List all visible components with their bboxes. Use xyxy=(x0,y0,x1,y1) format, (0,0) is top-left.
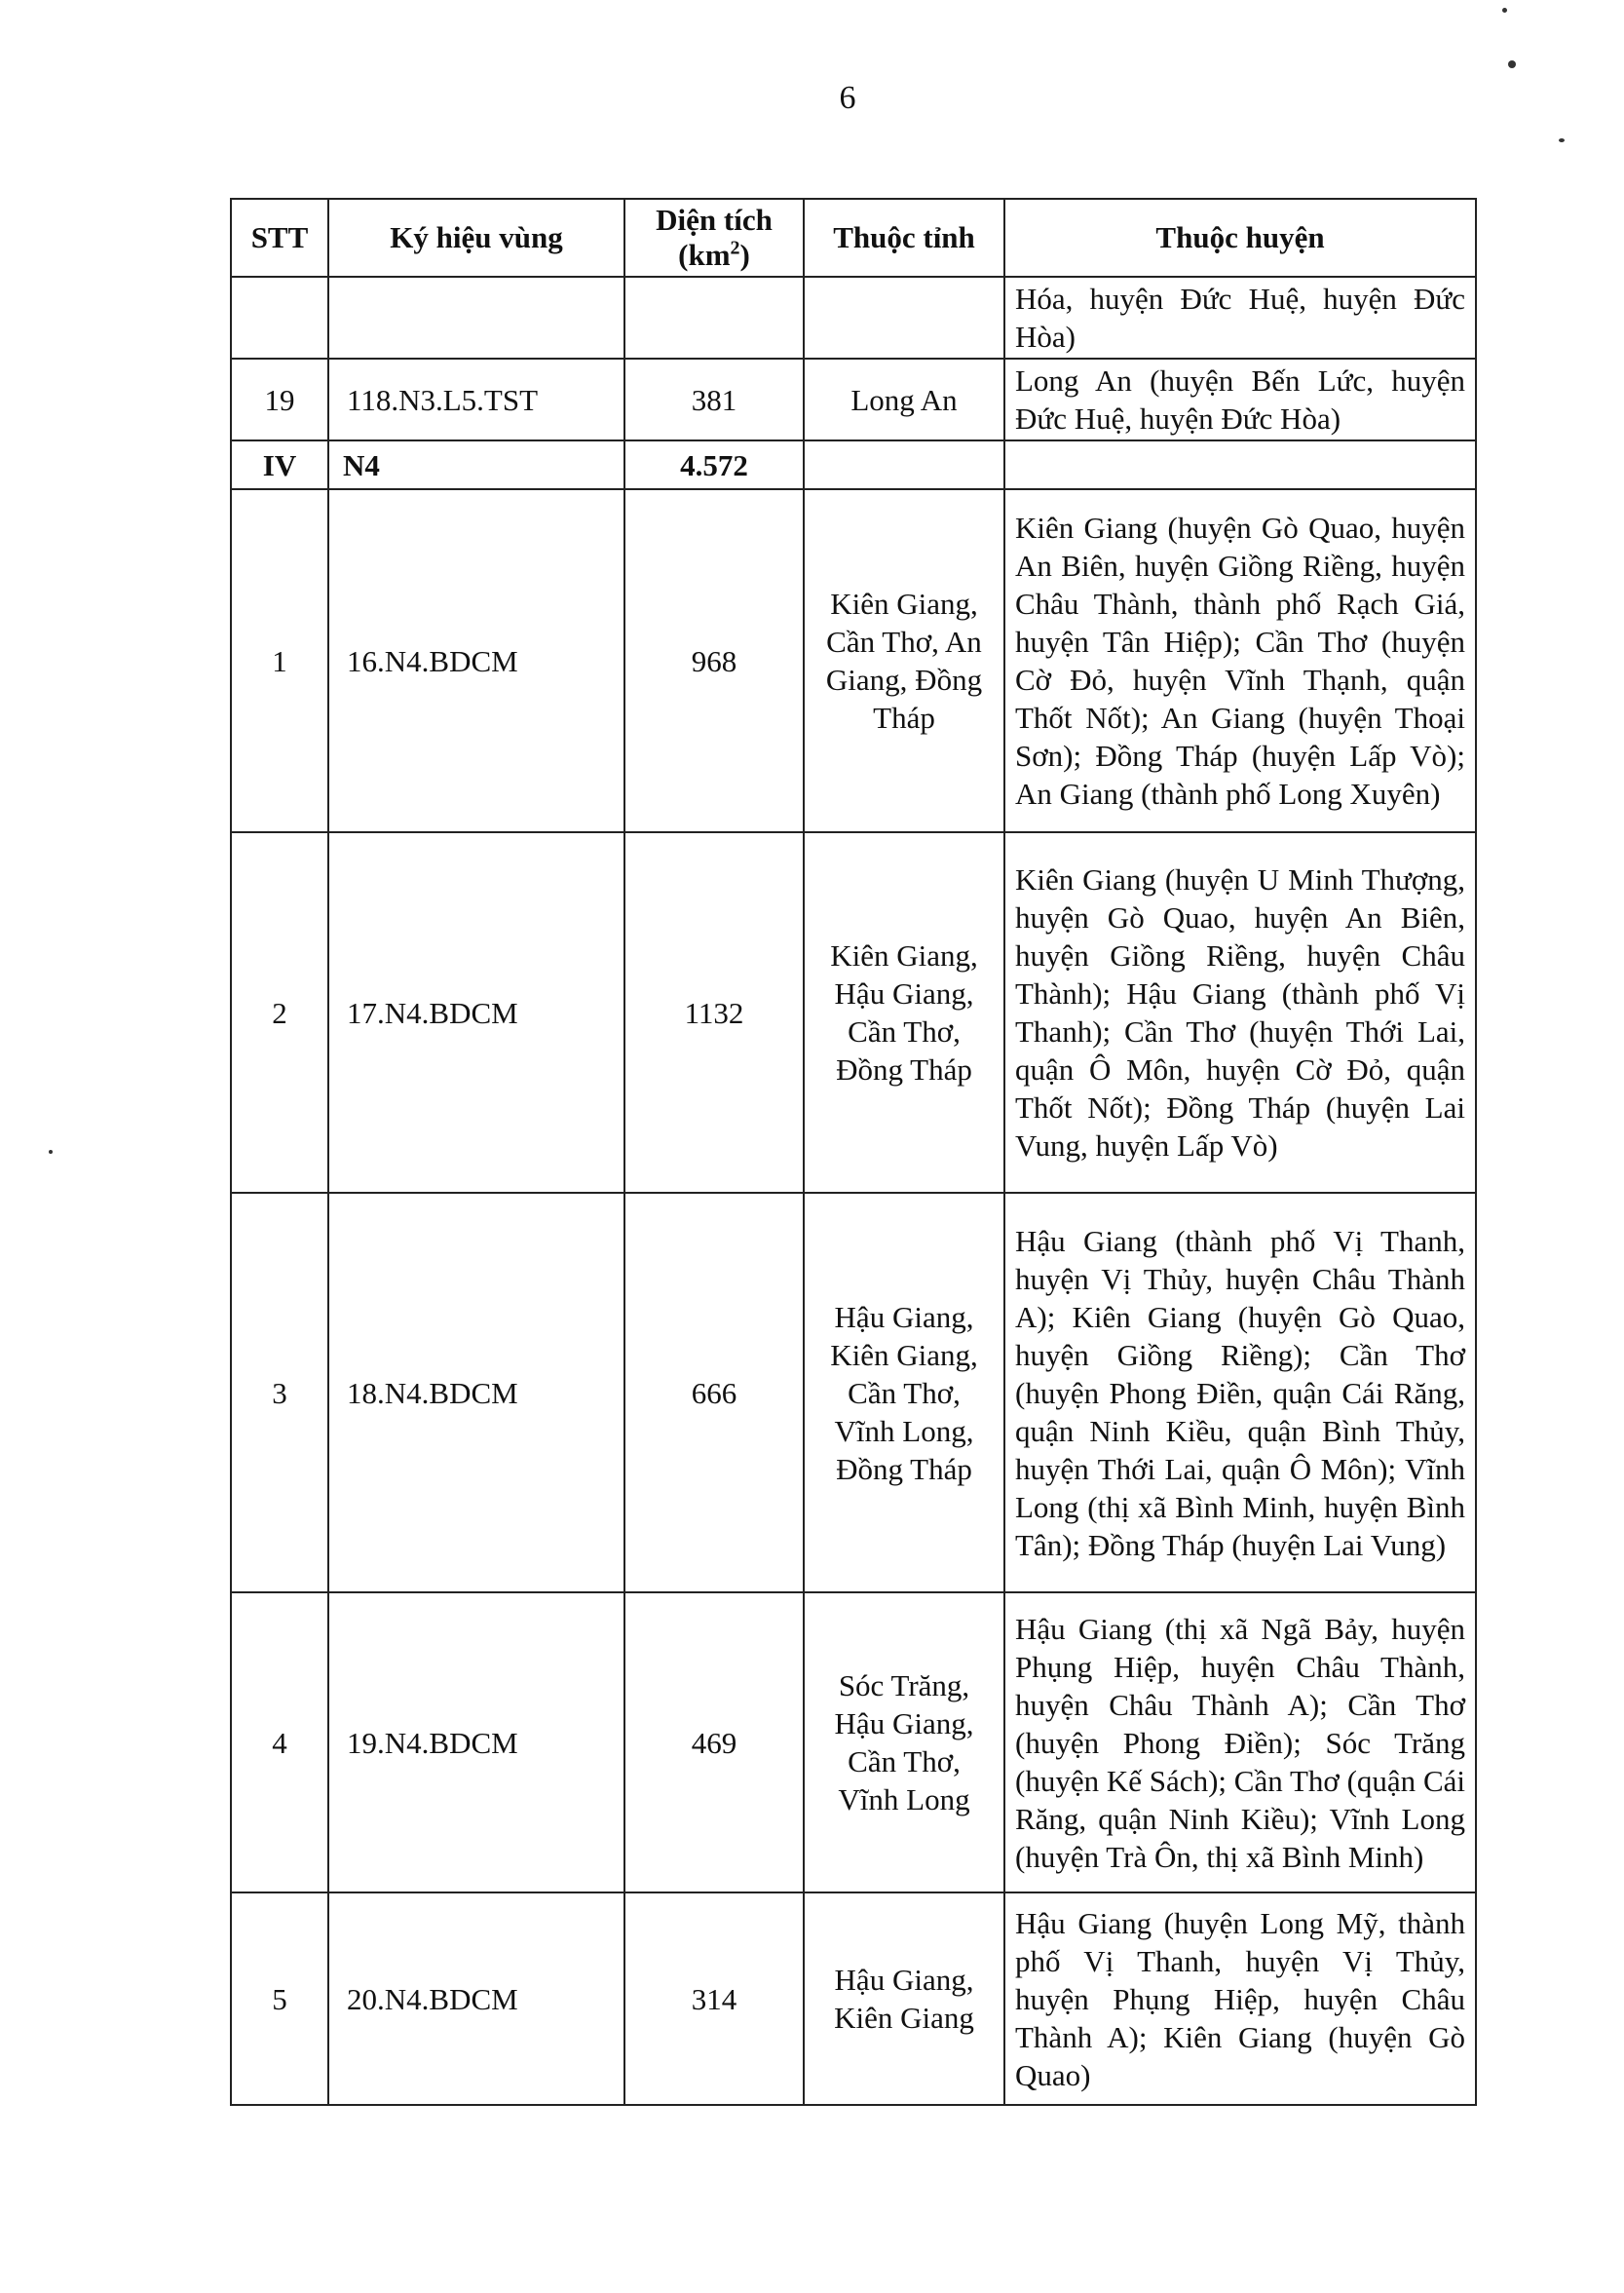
cell-stt: IV xyxy=(231,440,328,489)
table-row xyxy=(231,1592,1476,1892)
cell-district: Kiên Giang (huyện U Minh Thượng, huyện Gò Quao, huyện An Biên, huyện Giồng Riềng, huyện Châu Thành); Hậu Giang (thành phố Vị Thanh); Cần Thơ (huyện Thới Lai, quận Ô Môn, huyện Cờ Đỏ, quận Thốt Nốt); Đồng Tháp (huyện Lai Vung, huyện Lấp Vò) xyxy=(1004,832,1476,1193)
cell-area: 4.572 xyxy=(624,440,804,489)
cell-code xyxy=(328,277,624,359)
cell-code: 118.N3.L5.TST xyxy=(328,359,624,440)
cell-district: Kiên Giang (huyện Gò Quao, huyện An Biên, huyện Giồng Riềng, huyện Châu Thành, thành phố Rạch Giá, huyện Tân Hiệp); Cần Thơ (huyện Cờ Đỏ, huyện Vĩnh Thạnh, quận Thốt Nốt); An Giang (huyện Thoại Sơn); Đồng Tháp (huyện Lấp Vò); An Giang (thành phố Long Xuyên) xyxy=(1004,489,1476,832)
scan-speck xyxy=(1502,8,1507,13)
header-district: Thuộc huyện xyxy=(1004,199,1476,277)
table-row xyxy=(231,277,1476,359)
cell-area: 469 xyxy=(624,1592,804,1892)
cell-province: Long An xyxy=(804,359,1004,440)
cell-stt: 3 xyxy=(231,1193,328,1592)
cell-district: Long An (huyện Bến Lức, huyện Đức Huệ, huyện Đức Hòa) xyxy=(1004,359,1476,440)
scan-speck xyxy=(1508,60,1516,68)
cell-code: 16.N4.BDCM xyxy=(328,489,624,832)
cell-stt: 5 xyxy=(231,1892,328,2105)
cell-stt: 1 xyxy=(231,489,328,832)
cell-area: 1132 xyxy=(624,832,804,1193)
table-row xyxy=(231,489,1476,832)
cell-district: Hậu Giang (thành phố Vị Thanh, huyện Vị Thủy, huyện Châu Thành A); Kiên Giang (huyện Gò Quao, huyện Giồng Riềng); Cần Thơ (huyện Phong Điền, quận Cái Răng, quận Ninh Kiều, quận Bình Thủy, huyện Thới Lai, quận Ô Môn); Vĩnh Long (thị xã Bình Minh, huyện Bình Tân); Đồng Tháp (huyện Lai Vung) xyxy=(1004,1193,1476,1592)
cell-province: Hậu Giang, Kiên Giang, Cần Thơ, Vĩnh Long, Đồng Tháp xyxy=(804,1193,1004,1592)
cell-area: 314 xyxy=(624,1892,804,2105)
cell-code: 20.N4.BDCM xyxy=(328,1892,624,2105)
cell-stt: 19 xyxy=(231,359,328,440)
table-row xyxy=(231,359,1476,440)
cell-code: N4 xyxy=(328,440,624,489)
cell-district: Hóa, huyện Đức Huệ, huyện Đức Hòa) xyxy=(1004,277,1476,359)
scan-speck xyxy=(1559,138,1565,142)
header-row xyxy=(231,199,1476,277)
cell-province: Kiên Giang, Cần Thơ, An Giang, Đồng Tháp xyxy=(804,489,1004,832)
cell-district: Hậu Giang (thị xã Ngã Bảy, huyện Phụng Hiệp, huyện Châu Thành, huyện Châu Thành A); Cần Thơ (huyện Phong Điền); Sóc Trăng (huyện Kế Sách); Cần Thơ (quận Cái Răng, quận Ninh Kiều); Vĩnh Long (huyện Trà Ôn, thị xã Bình Minh) xyxy=(1004,1592,1476,1892)
cell-stt xyxy=(231,277,328,359)
cell-province xyxy=(804,277,1004,359)
cell-district xyxy=(1004,440,1476,489)
cell-area xyxy=(624,277,804,359)
cell-stt: 2 xyxy=(231,832,328,1193)
header-province: Thuộc tỉnh xyxy=(804,199,1004,277)
header-area-unit-prefix: (km xyxy=(678,238,731,272)
cell-code: 19.N4.BDCM xyxy=(328,1592,624,1892)
cell-stt: 4 xyxy=(231,1592,328,1892)
cell-province xyxy=(804,440,1004,489)
header-area-unit-suffix: ) xyxy=(739,238,750,272)
cell-code: 18.N4.BDCM xyxy=(328,1193,624,1592)
cell-province: Hậu Giang, Kiên Giang xyxy=(804,1892,1004,2105)
header-area-label: Diện tích xyxy=(656,203,773,237)
header-stt: STT xyxy=(231,199,328,277)
header-area xyxy=(624,199,804,277)
cell-province: Kiên Giang, Hậu Giang, Cần Thơ, Đồng Tháp xyxy=(804,832,1004,1193)
cell-district: Hậu Giang (huyện Long Mỹ, thành phố Vị Thanh, huyện Vị Thủy, huyện Phụng Hiệp, huyện Châu Thành A); Kiên Giang (huyện Gò Quao) xyxy=(1004,1892,1476,2105)
page-number: 6 xyxy=(839,80,856,116)
cell-province: Sóc Trăng, Hậu Giang, Cần Thơ, Vĩnh Long xyxy=(804,1592,1004,1892)
header-code: Ký hiệu vùng xyxy=(328,199,624,277)
cell-area: 381 xyxy=(624,359,804,440)
cell-area: 968 xyxy=(624,489,804,832)
header-area-unit-sup: 2 xyxy=(730,237,740,259)
cell-area: 666 xyxy=(624,1193,804,1592)
table-row xyxy=(231,832,1476,1193)
regions-table xyxy=(230,198,1477,2106)
scan-speck xyxy=(49,1150,53,1154)
table-row xyxy=(231,1193,1476,1592)
group-row xyxy=(231,440,1476,489)
table-row xyxy=(231,1892,1476,2105)
cell-code: 17.N4.BDCM xyxy=(328,832,624,1193)
